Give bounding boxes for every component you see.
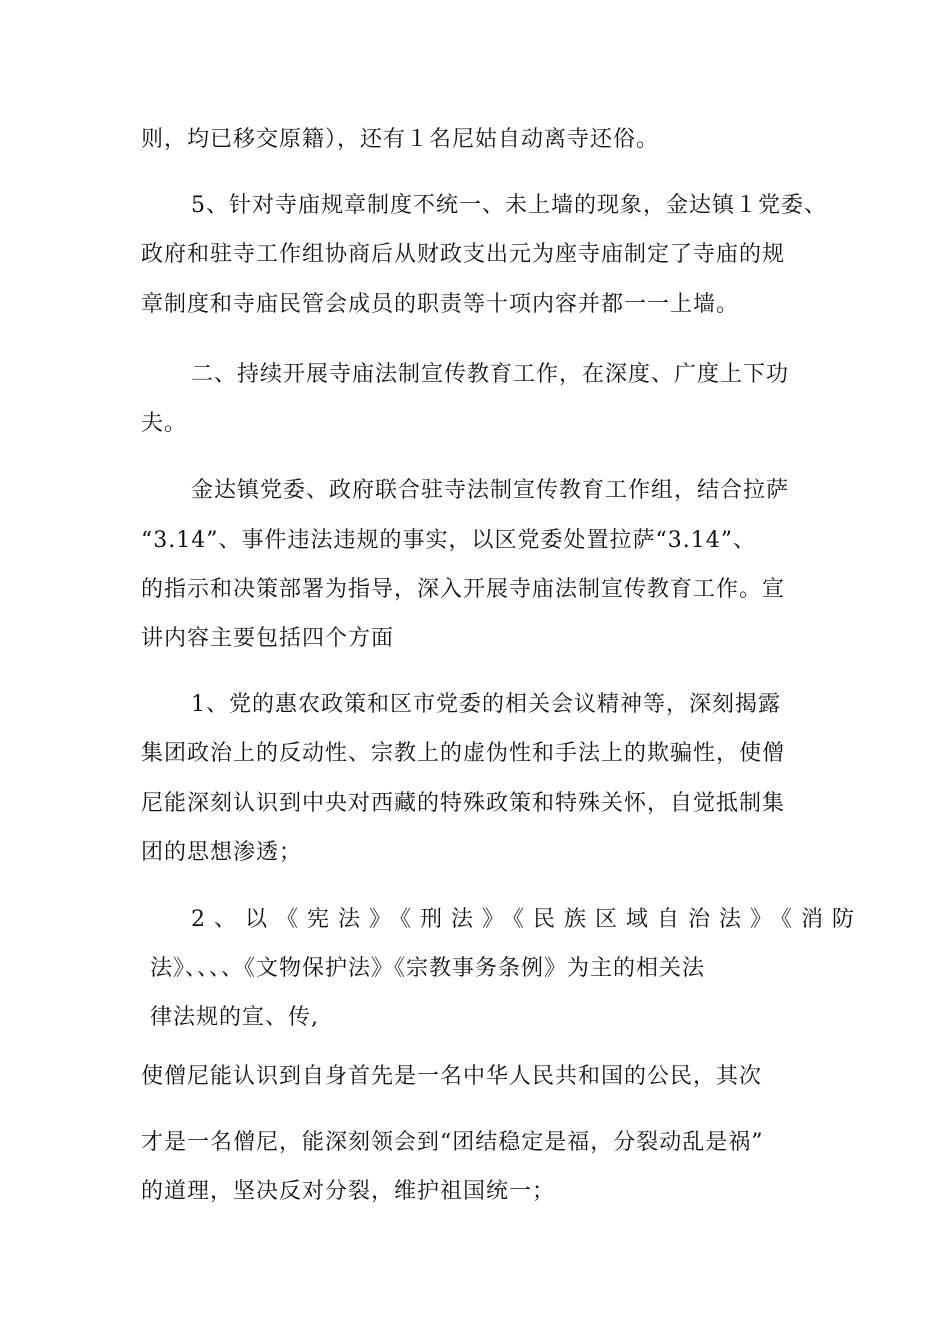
text-line-7: 金达镇党委、政府联合驻寺法制宣传教育工作组，结合拉萨: [191, 478, 790, 503]
text-line-9: 的指示和决策部署为指导，深入开展寺庙法制宣传教育工作。宣: [141, 577, 786, 602]
text-line-10: 讲内容主要包括四个方面: [141, 626, 395, 651]
text-line-5: 二、持续开展寺庙法制宣传教育工作，在深度、广度上下功: [191, 362, 790, 387]
text-line-17: 律法规的宣、传,: [150, 1005, 319, 1030]
text-line-20: 的道理，坚决反对分裂，维护祖国统一；: [141, 1179, 556, 1204]
text-line-8: “3.14”、事件违法违规的事实，以区党委处置拉萨“3.14”、: [141, 528, 756, 553]
text-line-11: 1、党的惠农政策和区市党委的相关会议精神等，深刻揭露: [191, 692, 781, 717]
text-line-4: 章制度和寺庙民管会成员的职责等十项内容并都一一上墙。: [141, 292, 740, 317]
text-line-15: 2、以《宪法》《刑法》《民族区域自治法》《消防: [191, 907, 863, 932]
text-line-12: 集团政治上的反动性、宗教上的虚伪性和手法上的欺骗性，使僧: [141, 741, 786, 766]
text-line-2: 5、针对寺庙规章制度不统一、未上墙的现象，金达镇１党委、: [191, 193, 827, 218]
text-line-18: 使僧尼能认识到自身首先是一名中华人民共和国的公民，其次: [141, 1064, 763, 1089]
text-line-1: 则，均已移交原籍），还有１名尼姑自动离寺还俗。: [141, 127, 660, 152]
text-line-13: 尼能深刻认识到中央对西藏的特殊政策和特殊关怀，自觉抵制集: [141, 791, 786, 816]
text-line-14: 团的思想渗透；: [141, 840, 303, 865]
text-line-16: 法》、、、、《文物保护法》《宗教事务条例》为主的相关法: [150, 956, 706, 981]
text-line-19: 才是一名僧尼，能深刻领会到“团结稳定是福，分裂动乱是祸”: [141, 1130, 764, 1155]
text-line-6: 夫。: [141, 411, 188, 436]
text-line-3: 政府和驻寺工作组协商后从财政支出元为座寺庙制定了寺庙的规: [141, 242, 786, 267]
